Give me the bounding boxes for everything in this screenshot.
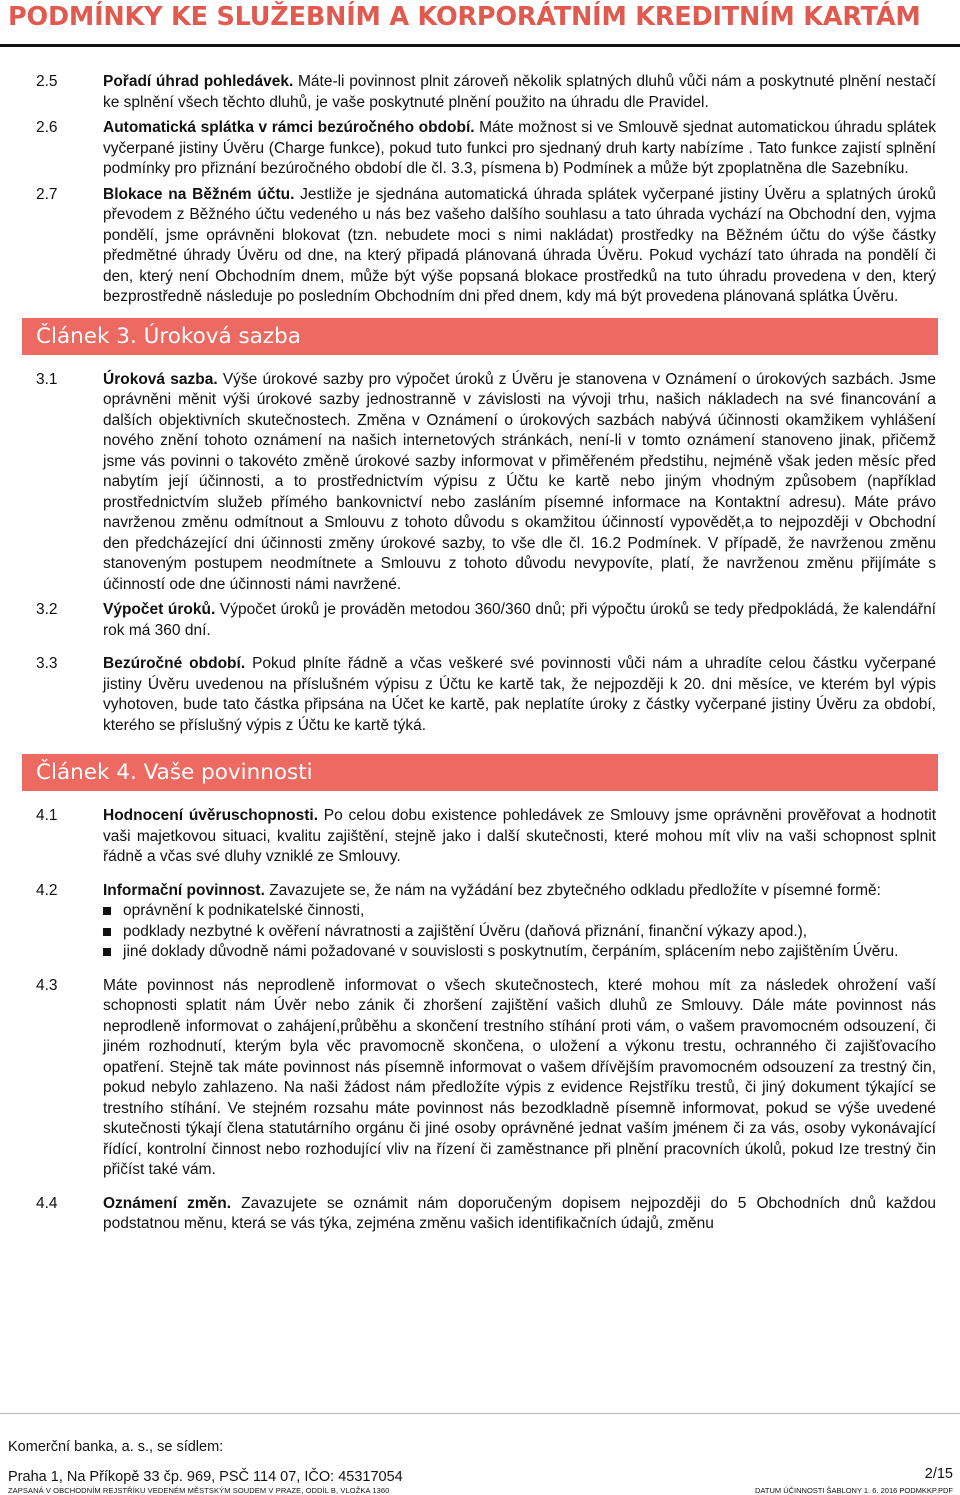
- section-text: Jestliže je sjednána automatická úhrada splátek vyčerpané jistiny Úvěru a splatných úroků převodem z Běžného účtu vedeného u nás bez vašeho dalšího souhlasu a tato úhrada vychází na Obchodní den, vyjma pondělí, jsme oprávněni blokovat (tzn. nebudete moci s nimi nakládat) prostředky na Běžném účtu do výše částky předmětné úhrady Úvěru od dne, na který připadá plánovaná úhrada Úvěru. Pokud vychází tato úhrada na pondělí či den, který není Obchodním dnem, může být výše popsaná blokace prostředků na tuto úhradu provedena v den, který bezprostředně následuje po posledním Obchodním dni před dnem, kdy má být provedena plánovaná splátka Úvěru.: [103, 185, 937, 305]
- section-heading: Hodnocení úvěruschopnosti.: [103, 807, 319, 824]
- section-heading: Blokace na Běžném účtu.: [103, 185, 295, 203]
- article-3-heading: Článek 3. Úroková sazba: [22, 318, 938, 355]
- section-text: Máte-li povinnost plnit zároveň několik splatných dluhů vůči nám a poskytnuté plnění nestačí ke splnění všech těchto dluhů, je vaše poskytnuté plnění použito na úhradu dle Pravidel.: [103, 73, 936, 111]
- footer-address: Praha 1, Na Příkopě 33 čp. 969, PSČ 114 07, IČO: 45317054: [8, 1469, 403, 1485]
- section-number: 2.7: [36, 185, 58, 203]
- section-2-5: [0, 72, 960, 113]
- section-4-2: [0, 881, 960, 963]
- page-title: PODMÍNKY KE SLUŽEBNÍM A KORPORÁTNÍM KREDITNÍM KARTÁM: [8, 2, 921, 32]
- section-number: 2.5: [36, 73, 58, 90]
- section-number: 3.1: [36, 370, 58, 388]
- section-text: Pokud plníte řádně a včas veškeré své povinnosti vůči nám a uhradíte celou částku vyčerpané jistiny Úvěru uvedenou na příslušném výpisu z Účtu ke kartě tak, že nejpozději k 20. dni měsíce, ve kterém byl výpis vyhotoven, bude tato částka připsána na Účet ke kartě, pak neplatíte úroky z částky vyčerpané jistiny Úvěru za období, kterého se příslušný výpis z Účtu ke kartě týká.: [103, 655, 936, 734]
- section-heading: Automatická splátka v rámci bezúročného období.: [103, 119, 475, 136]
- footer-divider: [0, 1413, 960, 1414]
- section-number: 4.3: [36, 976, 58, 994]
- section-text: Výše úrokové sazby pro výpočet úroků z Úvěru je stanovena v Oznámení o úrokových sazbách. Jsme oprávněni měnit výši úrokové sazby jednostranně v závislosti na vývoji trhu, našich nákladech na své financování a dalších objektivních skutečnostech. Změna v Oznámení o úrokových sazbách nabývá účinnosti okamžikem vyhlášení nového znění tohoto oznámení na našich internetových stránkách, není-li v tomto oznámení stanoveno jinak, přičemž jsme vás povinni o takovéto změně úrokové sazby informovat v přiměřeném předstihu, nejméně však jeden měsíc před nabytím její účinnosti, a to prostřednictvím výpisu z Účtu ke kartě nebo jiným vhodným způsobem (například prostřednictvím služeb přímého bankovnictví nebo zasláním písemné informace na Kontaktní adresu). Máte právo navrženou změnu odmítnout a Smlouvu z tohoto důvodu s okamžitou účinností vypovědět,a to nejpozději v Obchodní den předcházející dni účinnosti změny úrokové sazby, to vše dle čl. 16.2 Podmínek. V případě, že navrženou změnu stanoveným postupem neodmítnete a Smlouvu z tohoto důvodu nevypovíte, platí, že navrženou změnu přijímáte s účinností ode dne účinnosti námi navržené.: [103, 370, 936, 593]
- section-number: 3.3: [36, 655, 58, 672]
- square-bullet-icon: [103, 928, 111, 936]
- section-3-2: [0, 600, 960, 641]
- list-item: [103, 922, 936, 943]
- section-number: 4.4: [36, 1194, 58, 1212]
- section-heading: Výpočet úroků.: [103, 601, 216, 618]
- section-text: Po celou dobu existence pohledávek ze Smlouvy jsme oprávněni prověřovat a hodnotit vaši majetkovou situaci, kvalitu zajištění, stejně jako i další skutečnosti, které mohou mít vliv na vaši schopnost splnit řádně a včas své dluhy vzniklé ze Smlouvy.: [103, 807, 936, 865]
- section-heading: Informační povinnost.: [103, 881, 265, 899]
- section-number: 4.2: [36, 881, 58, 899]
- section-2-7: [0, 185, 960, 308]
- list-item: [103, 942, 936, 963]
- article-4-heading: Článek 4. Vaše povinnosti: [22, 754, 938, 791]
- section-2-6: [0, 118, 960, 180]
- section-3-1: [0, 370, 960, 596]
- list-item-text: oprávnění k podnikatelské činnosti,: [123, 902, 365, 919]
- list-item-text: podklady nezbytné k ověření návratnosti a zajištění Úvěru (daňová přiznání, finanční výkazy apod.),: [123, 922, 808, 940]
- square-bullet-icon: [103, 948, 111, 956]
- section-number: 4.1: [36, 807, 58, 824]
- section-text: Výpočet úroků je prováděn metodou 360/360 dnů; při výpočtu úroků se tedy předpokládá, že kalendářní rok má 360 dní.: [103, 601, 936, 639]
- bullet-list: [103, 901, 936, 963]
- section-4-3: [0, 976, 960, 1181]
- square-bullet-icon: [103, 907, 111, 915]
- title-rule: [0, 44, 960, 47]
- footer-company: Komerční banka, a. s., se sídlem:: [8, 1439, 224, 1455]
- section-number: 3.2: [36, 601, 58, 618]
- document-body: [0, 72, 960, 1235]
- section-3-3: [0, 654, 960, 736]
- footer-registry: ZAPSANÁ V OBCHODNÍM REJSTŘÍKU VEDENÉM MĚSTSKÝM SOUDEM V PRAZE, ODDÍL B, VLOŽKA 1360: [8, 1486, 390, 1495]
- list-item-text: jiné doklady důvodně námi požadované v souvislosti s poskytnutím, čerpáním, splácením nebo zajištěním Úvěru.: [123, 943, 899, 960]
- section-text: Máte povinnost nás neprodleně informovat o všech skutečnostech, které mohou mít za následek ohrožení vaší schopnosti splatit nám Úvěr nebo zánik či zhoršení zajištění vašich dluhů ze Smlouvy. Dále máte povinnost nás neprodleně informovat o zahájení,průběhu a skončení trestního stíhání proti vám, o vašem pravomocném odsouzení, či jiném rozhodnutí, kterým byla věc pravomocně skončena, o uložení a výkonu trestu, ochranného či zajišťovacího opatření. Stejně tak máte povinnost nás písemně informovat o vašem dřívějším pravomocném odsouzení za trestný čin, pokud nebylo zahlazeno. Na naši žádost nám předložíte výpis z evidence Rejstříku trestů, či jiný dokument týkající se trestního stíhání. Ve stejném rozsahu máte povinnost nás bezodkladně písemně informovat, pokud se výše uvedené skutečnosti týkají člena statutárního orgánu či jiné osoby oprávněné jednat vaším jménem či za vás, osoby vykonávající řídící, kontrolní činnost nebo rozhodující vliv na řízení či zaměstnance při plnění pracovních úkolů, pokud Ize trestný čin přičíst také vám.: [103, 976, 936, 1178]
- page-footer: [8, 1437, 953, 1495]
- page-number: 2/15: [924, 1466, 953, 1482]
- section-number: 2.6: [36, 119, 58, 136]
- section-4-1: [0, 806, 960, 868]
- section-heading: Bezúročné období.: [103, 655, 246, 672]
- section-heading: Úroková sazba.: [103, 370, 218, 388]
- section-4-4: [0, 1194, 960, 1235]
- section-text: Máte možnost si ve Smlouvě sjednat automatickou úhradu splátek vyčerpané jistiny Úvěru (Charge funkce), pokud tuto funkci pro sjednaný druh karty nabízíme . Tato funkce zajistí splnění podmínky pro přiznání bezúročného období dle čl. 3.3, písmena b) Podmínek a může být zpoplatněna dle Sazebníku.: [103, 119, 937, 177]
- section-text: Zavazujete se oznámit nám doporučeným dopisem nejpozději do 5 Obchodních dnů každou podstatnou měnu, která se vás týka, zejména změnu vašich identifikačních údajů, změnu: [103, 1194, 936, 1232]
- section-text: Zavazujete se, že nám na vyžádání bez zbytečného odkladu předložíte v písemné formě:: [264, 881, 881, 899]
- section-heading: Oznámení změn.: [103, 1194, 232, 1212]
- section-heading: Pořadí úhrad pohledávek.: [103, 73, 294, 90]
- footer-effective-date: DATUM ÚČINNOSTI ŠABLONY 1. 6. 2016 PODMKKP.PDF: [755, 1486, 953, 1495]
- list-item: [103, 901, 936, 922]
